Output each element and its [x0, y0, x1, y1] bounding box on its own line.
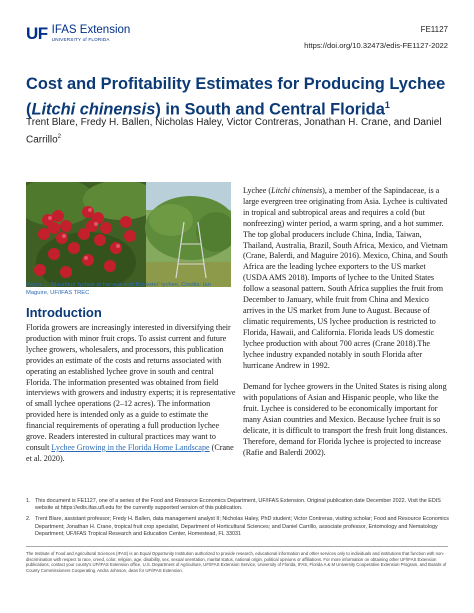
uf-logo-mark: UF — [26, 24, 48, 43]
figure-caption: Figure 1. 'Mauritius' lychee at harvest and 'Brewster' lychee. Credits: Ian Maguire, UF/IFAS TREC — [26, 282, 211, 296]
ifas-extension-logo[interactable] — [26, 24, 130, 44]
introduction-citation: (Crane et al. 2020). — [26, 442, 234, 463]
logo-university: UNIVERSITY of FLORIDA — [51, 36, 110, 42]
introduction-heading: Introduction — [26, 305, 102, 320]
author-list — [26, 116, 451, 147]
authors-footnote-ref: 2 — [57, 134, 62, 140]
title-footnote-ref: 1 — [384, 100, 390, 110]
introduction-text: Florida growers are increasingly interested in diversifying their production with minor fruit crops. To assist current and future lychee growers, wholesalers, and processors, this publication provides an estimate of the costs and returns associated with operating an established lychee grove in south and central Florida. The information presented was obtained from field interviews with growers and industry experts; it is representative of small lychee operations (2–12 acres). The information provided here is intended only as a guide to estimate the financial requirements of operating a full production lychee grove. Readers interested in cultural practices may want to consult — [26, 323, 236, 452]
footnote-2 — [26, 516, 450, 538]
legal-divider — [26, 546, 448, 547]
footnote-1 — [26, 498, 450, 512]
title-part-2: ) in South and Central Florida — [155, 100, 385, 119]
authors-text: Trent Blare, Fredy H. Ballen, Nicholas Haley, Victor Contreras, Jonathan H. Crane, and Daniel Carrillo — [26, 117, 442, 146]
footnote-2-number: 2. — [26, 516, 31, 523]
right-column — [243, 186, 451, 470]
document-id: FE1127 — [420, 25, 448, 34]
logo-wordmark — [52, 25, 131, 42]
legal-notice: The Institute of Food and Agricultural Sciences (IFAS) is an Equal Opportunity Institution authorized to provide research, educational information and other services only to individuals and institutions that function with non-discrimination with respect to race, creed, color, religion, age, disability, sex, sexual orientation, marital status, national origin, political opinions or affiliations. For more information on obtaining other UF/IFAS Extension publications, contact your county's UF/IFAS Extension office. U.S. Department of Agriculture, UF/IFAS Extension Service, University of Florida, IFAS, Florida A & M University Cooperative Extension Program, and Boards of County Commissioners Cooperating. Andra Johnson, dean for UF/IFAS Extension. — [26, 551, 447, 574]
p1-start: Lychee ( — [243, 186, 272, 195]
footnotes — [26, 498, 450, 542]
doi-link[interactable]: https://doi.org/10.32473/edis-FE1127-2022 — [304, 41, 448, 50]
lychee-photo-illustration — [26, 182, 231, 287]
footnote-1-number: 1. — [26, 498, 31, 504]
p1-rest: ), a member of the Sapindaceae, is a large evergreen tree originating from Asia. Lychee is cultivated in tropical and subtropical areas and requires a cold (but nonfreezing) winter period, a warm spring, and a hot summer. The top global producers include China, India, Taiwan, Thailand, Australia, Brazil, South Africa, Mexico, and Vietnam (Crane, Balerdi, and Maguire 2016). Mexico, China, and South Africa are the leading lychee exporters to the US market (USDA AMS 2018). Imports of lychee to the United States follow a seasonal pattern. South Africa supplies the fruit from December to January, while fruit from China and Mexico arrives in the US market from June to August. Because of climatic requirements, US lychee production is restricted to Florida, Hawaii, and California. Florida leads US domestic lychee production with about 700 acres (Crane 2018).The lychee industry expanded notably in south Florida after hurricane Andrew in 1992. — [243, 186, 448, 370]
p1-species: Litchi chinensis — [271, 186, 323, 195]
title-species: Litchi chinensis — [31, 100, 156, 119]
footnote-2-text: Trent Blare, assistant professor; Fredy H. Ballen, data management analyst II; Nicholas Haley, PhD student; Victor Contreras, visiting scholar; Food and Resource Economics Department; Jonathan H. Crane, tropical fruit crop specialist, Department of Horticultural Sciences; and Daniel Carrillo, associate professor, Entomology and Nematology Department; UF/IFAS Tropical Research and Education Center, Homestead, FL 33031 — [35, 516, 449, 537]
page-title — [26, 74, 456, 120]
lychee-photo — [26, 182, 231, 287]
logo-name: IFAS Extension — [51, 24, 131, 37]
lychee-growing-link[interactable]: Lychee Growing in the Florida Home Landscape — [51, 442, 210, 452]
demand-paragraph: Demand for lychee growers in the United States is rising along with populations of Asian and Hispanic people, who like the fruit. Lychee is considered to be economically important for many Asian countries and Mexico. Because lychee fruit is so delicate, it is difficult to transport the fresh fruit long distances. Therefore, demand for Florida lychee is projected to increase (Rafie and Balerdi 2002). — [243, 382, 448, 457]
title-part-1: Cost and Profitability Estimates for Producing Lychee ( — [26, 75, 446, 119]
footnote-1-text: This document is FE1127, one of a series of the Food and Resource Economics Department, UF/IFAS Extension. Original publication date December 2022. Visit the EDIS website at https://edis.ifas.ufl.edu for the currently supported version of this publication. — [35, 498, 441, 512]
lychee-overview-paragraph — [243, 186, 451, 371]
introduction-paragraph — [26, 323, 236, 465]
page-header — [26, 24, 448, 54]
